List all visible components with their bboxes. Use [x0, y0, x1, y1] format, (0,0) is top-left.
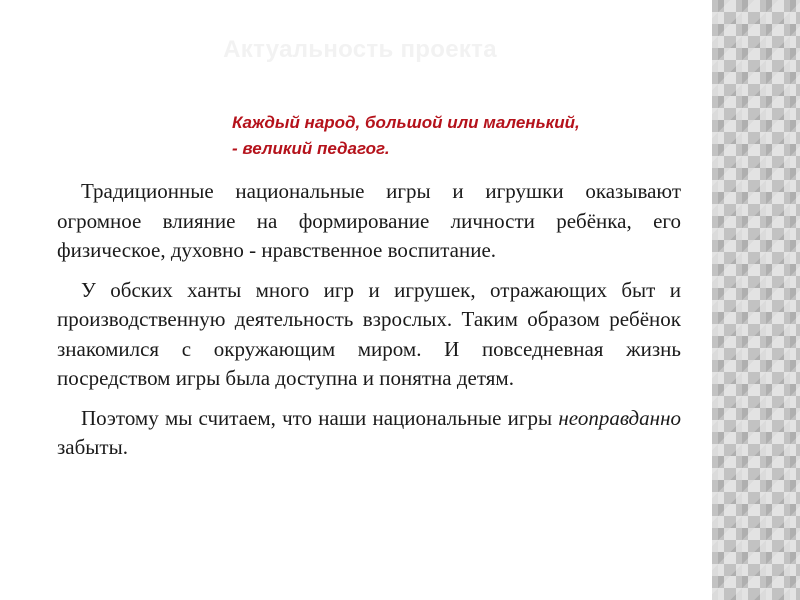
epigraph-line-2: - великий педагог. — [232, 139, 390, 158]
epigraph-line-1: Каждый народ, большой или маленький, — [232, 113, 580, 132]
paragraph-2: У обских ханты много игр и игрушек, отражающих быт и производственную деятельность взрослых. Таким образом ребёнок знакомился с окружающим миром. И повседневная жизнь посредством игры была доступна и понятна детям. — [57, 277, 681, 390]
body-text — [57, 177, 681, 473]
paragraph-1: Традиционные национальные игры и игрушки оказывают огромное влияние на формирование личности ребёнка, его физическое, духовно - нравственное воспитание. — [57, 179, 681, 262]
decorative-side-panel — [712, 0, 800, 600]
paragraph-3-text-start: Поэтому мы считаем, что наши национальные игры — [81, 405, 559, 430]
epigraph-quote — [232, 110, 702, 162]
paragraph-3 — [57, 404, 681, 463]
paragraph-3-emphasis: неоправданно — [558, 405, 681, 430]
slide-title: Актуальность проекта — [223, 36, 497, 63]
paragraph-3-text-end: забыты. — [57, 435, 128, 459]
